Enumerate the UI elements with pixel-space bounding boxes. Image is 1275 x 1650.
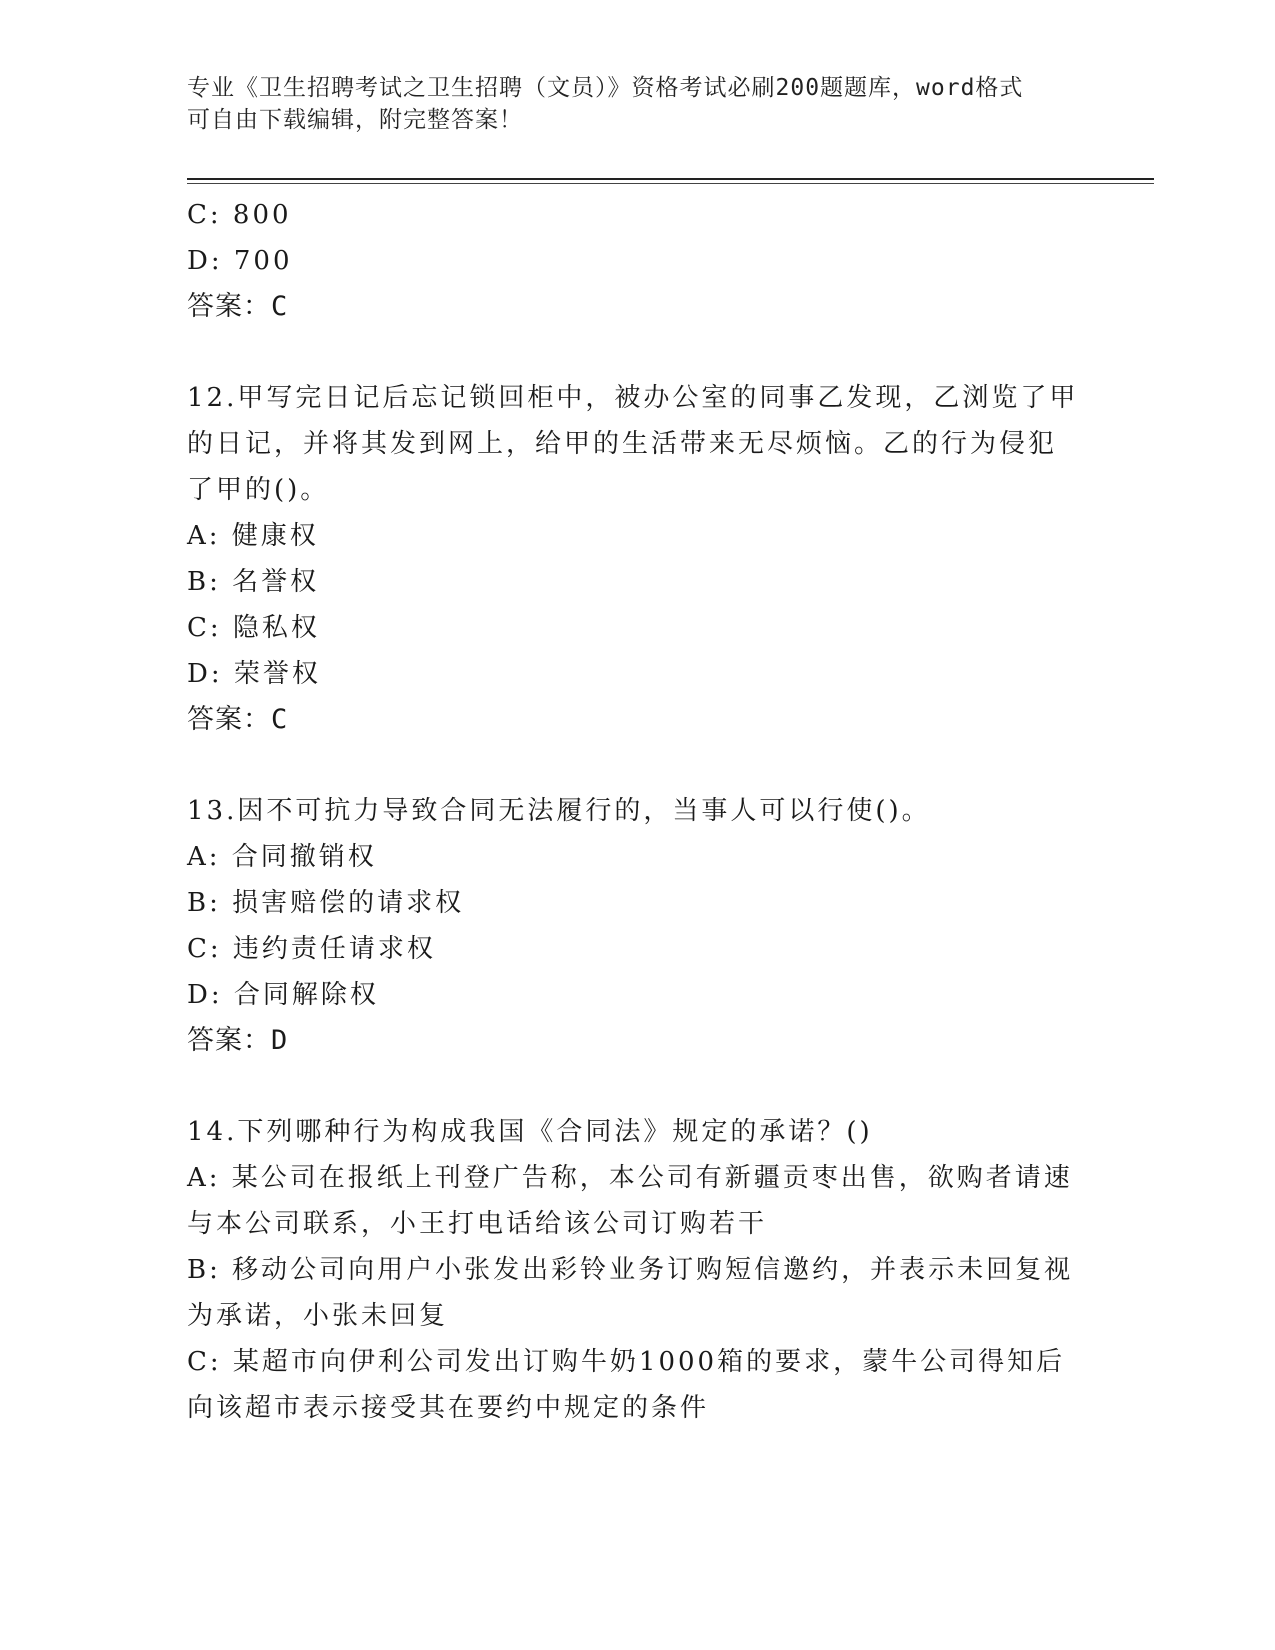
option-b: B: 移动公司向用户小张发出彩铃业务订购短信邀约，并表示未回复视: [187, 1255, 1074, 1285]
header-divider-thin: [187, 183, 1154, 184]
option-c: C: 违约责任请求权: [187, 934, 436, 964]
option-a: A: 健康权: [187, 521, 319, 551]
option-b-continued: 为承诺，小张未回复: [187, 1301, 449, 1331]
option-a: A: 合同撤销权: [187, 842, 377, 872]
option-b: B: 损害赔偿的请求权: [187, 888, 465, 918]
option-b: B: 名誉权: [187, 567, 320, 597]
question-block-prev: [187, 192, 1087, 330]
answer-line: 答案：C: [187, 291, 289, 322]
question-text-line: 了甲的()。: [187, 475, 330, 505]
option-c-continued: 向该超市表示接受其在要约中规定的条件: [187, 1393, 710, 1423]
question-block-13: [187, 788, 1087, 1064]
option-d: D: 700: [187, 246, 293, 276]
option-c: C: 某超市向伊利公司发出订购牛奶1000箱的要求，蒙牛公司得知后: [187, 1347, 1066, 1377]
question-block-12: [187, 375, 1087, 743]
header-title-line-1: 专业《卫生招聘考试之卫生招聘（文员）》资格考试必刷200题题库，word格式: [187, 75, 1024, 101]
header-divider-thick: [187, 178, 1154, 180]
option-d: D: 合同解除权: [187, 980, 379, 1010]
option-d: D: 荣誉权: [187, 659, 321, 689]
page-header: [187, 72, 1067, 136]
question-text-line: 13.因不可抗力导致合同无法履行的，当事人可以行使()。: [187, 796, 931, 826]
answer-line: 答案：C: [187, 704, 289, 735]
question-text-line: 12.甲写完日记后忘记锁回柜中，被办公室的同事乙发现，乙浏览了甲: [187, 383, 1079, 413]
question-block-14: [187, 1109, 1087, 1431]
block-spacer: [187, 1064, 1087, 1109]
block-spacer: [187, 330, 1087, 375]
option-a: A: 某公司在报纸上刊登广告称，本公司有新疆贡枣出售，欲购者请速: [187, 1163, 1073, 1193]
question-text-line: 的日记，并将其发到网上，给甲的生活带来无尽烦恼。乙的行为侵犯: [187, 429, 1058, 459]
option-a-continued: 与本公司联系，小王打电话给该公司订购若干: [187, 1209, 768, 1239]
question-text-line: 14.下列哪种行为构成我国《合同法》规定的承诺？(): [187, 1117, 873, 1147]
option-c: C: 隐私权: [187, 613, 320, 643]
answer-line: 答案：D: [187, 1025, 289, 1056]
question-content: [187, 192, 1087, 1431]
header-title-line-2: 可自由下载编辑，附完整答案！: [187, 107, 523, 133]
block-spacer: [187, 743, 1087, 788]
option-c: C: 800: [187, 200, 292, 230]
